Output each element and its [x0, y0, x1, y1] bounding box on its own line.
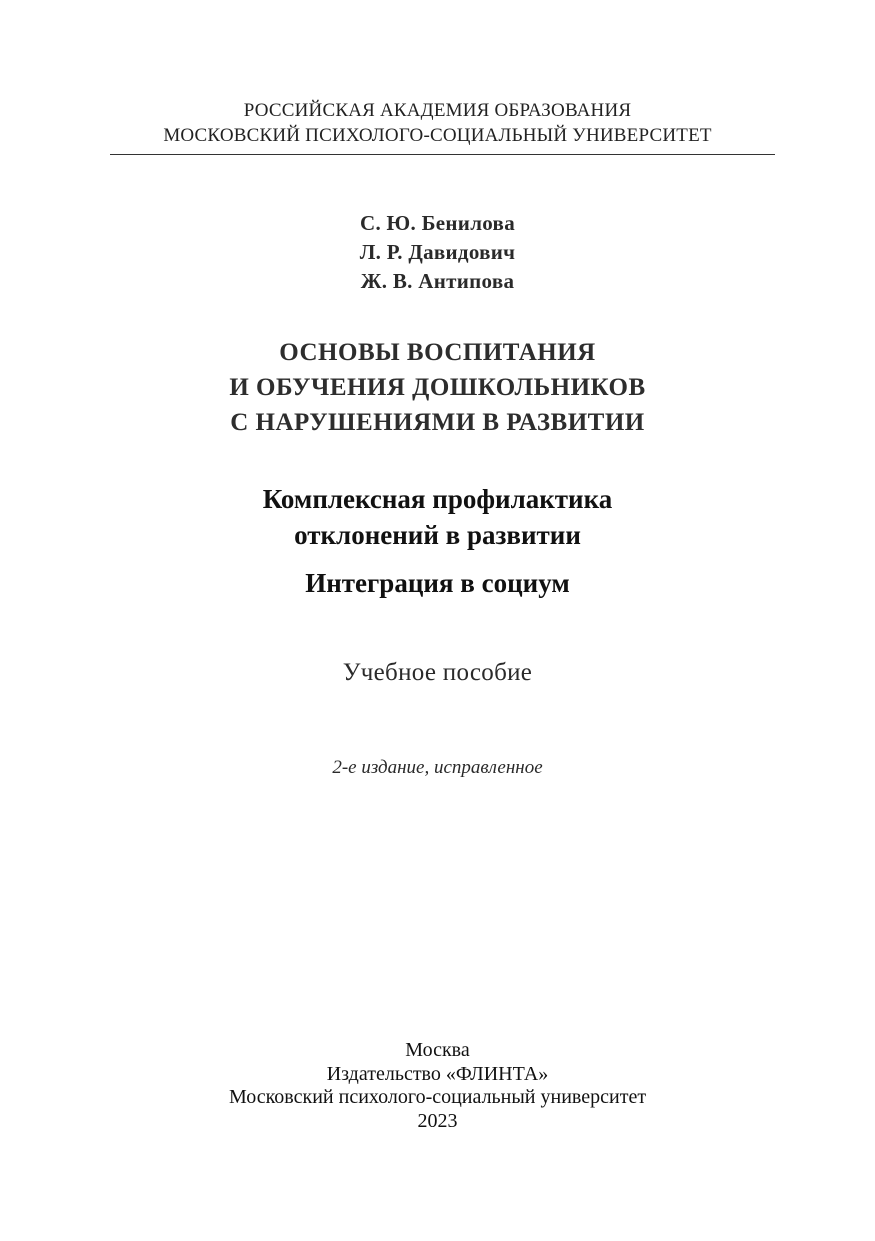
- title-line-1: ОСНОВЫ ВОСПИТАНИЯ: [279, 339, 596, 366]
- book-subtitle: [0, 481, 875, 553]
- imprint-copublisher: Московский психолого-социальный университет: [228, 1086, 647, 1108]
- document-type: Учебное пособие: [342, 659, 533, 686]
- header-divider: [110, 154, 775, 155]
- imprint-year: 2023: [417, 1109, 458, 1132]
- book-title: [0, 335, 875, 440]
- author-2: Л. Р. Давидович: [359, 240, 516, 264]
- university-name: МОСКОВСКИЙ ПСИХОЛОГО-СОЦИАЛЬНЫЙ УНИВЕРСИТЕТ: [163, 125, 712, 146]
- subtitle-line-1: Комплексная профилактика: [262, 484, 613, 514]
- institution-header: [0, 98, 875, 148]
- title-line-3: С НАРУШЕНИЯМИ В РАЗВИТИИ: [230, 409, 645, 436]
- publisher-imprint: [0, 1039, 875, 1133]
- author-3: Ж. В. Антипова: [360, 269, 515, 293]
- imprint-publisher: Издательство «ФЛИНТА»: [326, 1062, 549, 1085]
- title-line-2: И ОБУЧЕНИЯ ДОШКОЛЬНИКОВ: [229, 374, 646, 401]
- author-1: С. Ю. Бенилова: [359, 211, 515, 235]
- book-subtitle-second: Интеграция в социум: [305, 568, 570, 598]
- subtitle-line-2: отклонений в развитии: [294, 520, 581, 550]
- academy-name: РОССИЙСКАЯ АКАДЕМИЯ ОБРАЗОВАНИЯ: [243, 100, 632, 121]
- imprint-city: Москва: [405, 1039, 470, 1061]
- authors-block: [0, 209, 875, 296]
- edition-note: 2-е издание, исправленное: [332, 757, 543, 778]
